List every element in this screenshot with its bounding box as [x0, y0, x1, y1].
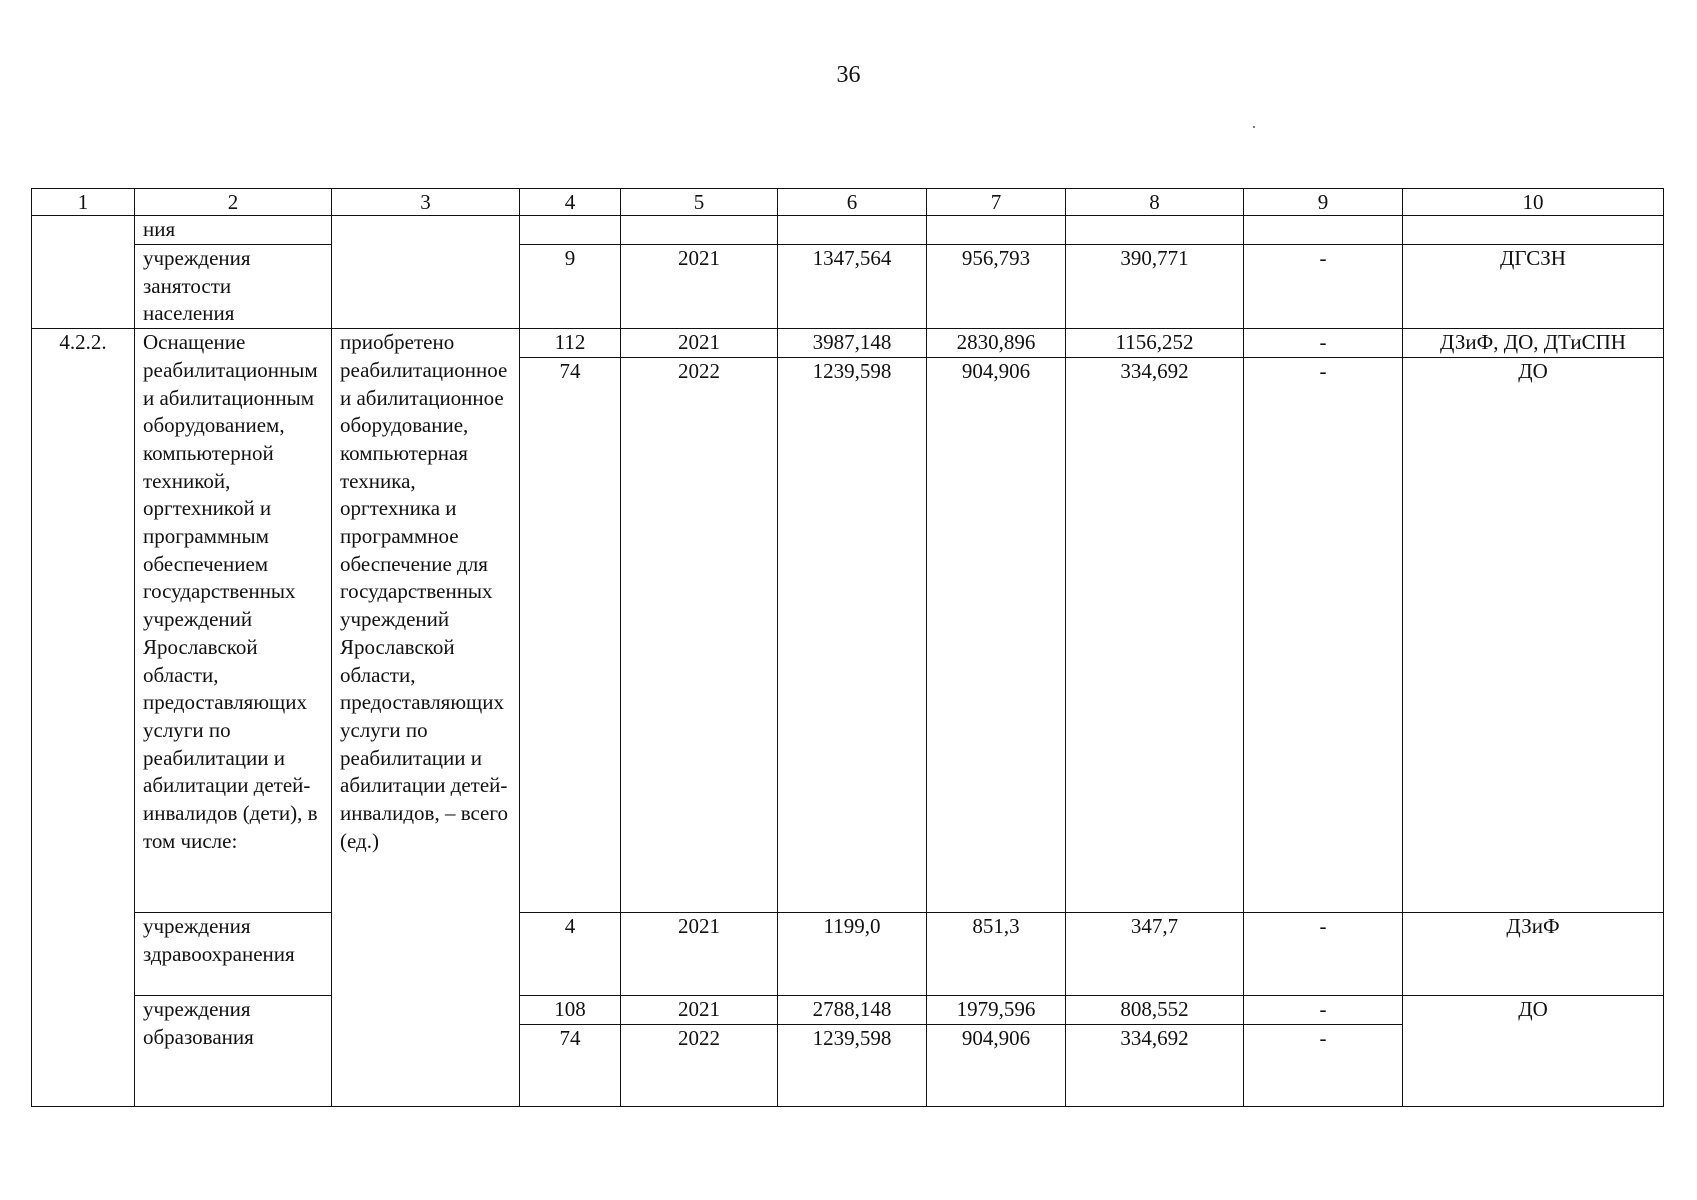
page-number: 36 — [836, 62, 861, 88]
header-cell: 10 — [1403, 189, 1664, 216]
cell-amount: 956,793 — [927, 245, 1066, 329]
table-row — [32, 216, 1664, 245]
cell-amount: 2830,896 — [927, 329, 1066, 358]
cell — [1244, 216, 1403, 245]
cell-amount: 2788,148 — [778, 995, 927, 1024]
cell-executor: ДЗиФ, ДО, ДТиСПН — [1403, 329, 1664, 358]
cell — [520, 216, 621, 245]
header-row — [32, 189, 1664, 216]
cell-year: 2021 — [621, 995, 778, 1024]
cell — [778, 216, 927, 245]
cell-amount: 1239,598 — [778, 357, 927, 912]
header-cell: 1 — [32, 189, 135, 216]
cell-count: 112 — [520, 329, 621, 358]
header-cell: 3 — [332, 189, 520, 216]
cell-count: 74 — [520, 1024, 621, 1106]
cell — [1066, 216, 1244, 245]
cell-dash: - — [1244, 912, 1403, 995]
cell-subitem-name: учреждения занятости населения — [135, 245, 332, 329]
cell-amount: 904,906 — [927, 357, 1066, 912]
cell-year: 2022 — [621, 357, 778, 912]
cell-name-continuation: ния — [135, 216, 332, 245]
cell-subitem-name: учреждения образования — [135, 995, 332, 1106]
cell-dash: - — [1244, 1024, 1403, 1106]
header-cell: 2 — [135, 189, 332, 216]
cell-dash: - — [1244, 357, 1403, 912]
cell-amount: 808,552 — [1066, 995, 1244, 1024]
header-cell: 8 — [1066, 189, 1244, 216]
header-cell: 7 — [927, 189, 1066, 216]
table-row — [32, 995, 1664, 1024]
cell-year: 2021 — [621, 912, 778, 995]
cell-year: 2021 — [621, 245, 778, 329]
cell-dash: - — [1244, 329, 1403, 358]
cell — [621, 216, 778, 245]
cell-item-number: 4.2.2. — [32, 329, 135, 1106]
header-cell: 6 — [778, 189, 927, 216]
cell-executor: ДГСЗН — [1403, 245, 1664, 329]
table-row — [32, 912, 1664, 995]
cell-item-result: приобретено реабилитационное и абилитационное оборудование, компьютерная техника, оргтехника и программное обеспечение для государственных учреждений Ярославской области, предоставляющих услуги по реабилитации и абилитации детей-инвалидов, – всего (ед.) — [332, 329, 520, 1106]
budget-table — [31, 188, 1664, 1107]
cell-result — [332, 216, 520, 329]
cell-amount: 1239,598 — [778, 1024, 927, 1106]
table-row — [32, 245, 1664, 329]
cell-year: 2022 — [621, 1024, 778, 1106]
cell — [927, 216, 1066, 245]
cell-amount: 3987,148 — [778, 329, 927, 358]
cell-dash: - — [1244, 245, 1403, 329]
cell-count: 74 — [520, 357, 621, 912]
cell-year: 2021 — [621, 329, 778, 358]
cell-executor: ДО — [1403, 995, 1664, 1106]
cell-count: 108 — [520, 995, 621, 1024]
cell-count: 4 — [520, 912, 621, 995]
cell-item-name: Оснащение реабилитационным и абилитационным оборудованием, компьютерной техникой, оргтехникой и программным обеспечением государственных учреждений Ярославской области, предоставляющих услуги по реабилитации и абилитации детей-инвалидов (дети), в том числе: — [135, 329, 332, 913]
cell-amount: 390,771 — [1066, 245, 1244, 329]
cell-amount: 1199,0 — [778, 912, 927, 995]
header-cell: 9 — [1244, 189, 1403, 216]
cell-amount: 334,692 — [1066, 1024, 1244, 1106]
cell-amount: 851,3 — [927, 912, 1066, 995]
cell-amount: 1156,252 — [1066, 329, 1244, 358]
cell-dash: - — [1244, 995, 1403, 1024]
cell-amount: 904,906 — [927, 1024, 1066, 1106]
cell-executor: ДЗиФ — [1403, 912, 1664, 995]
cell-amount: 334,692 — [1066, 357, 1244, 912]
cell-amount: 1979,596 — [927, 995, 1066, 1024]
cell-number — [32, 216, 135, 329]
table-row — [32, 329, 1664, 358]
cell-subitem-name: учреждения здравоохранения — [135, 912, 332, 995]
cell-amount: 347,7 — [1066, 912, 1244, 995]
header-cell: 4 — [520, 189, 621, 216]
scan-speck — [1253, 126, 1255, 128]
cell-amount: 1347,564 — [778, 245, 927, 329]
cell-executor: ДО — [1403, 357, 1664, 912]
cell-count: 9 — [520, 245, 621, 329]
header-cell: 5 — [621, 189, 778, 216]
cell — [1403, 216, 1664, 245]
